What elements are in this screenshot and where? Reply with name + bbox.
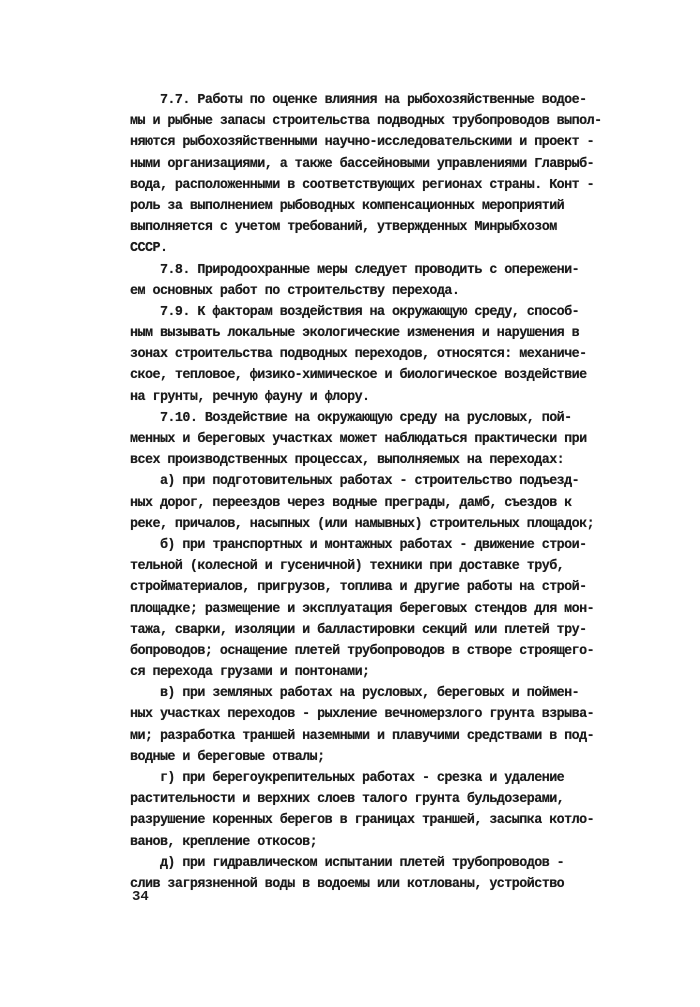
text-line: разрушение коренных берегов в границах траншей, засыпка котло-: [130, 813, 595, 829]
page-number: 34: [132, 889, 149, 905]
text-line: водные и береговые отвалы;: [130, 749, 325, 765]
text-line: б) при транспортных и монтажных работах - движение строи-: [130, 537, 587, 553]
text-line: 7.8. Природоохранные меры следует проводить с опережени-: [130, 262, 580, 278]
text-line: 7.7. Работы по оценке влияния на рыбохозяйственные водое-: [130, 93, 587, 108]
text-line: ми; разработка траншей наземными и плавучими средствами в под-: [130, 728, 595, 744]
text-line: выполняется с учетом требований, утвержденных Минрыбхозом: [130, 220, 557, 236]
text-line: ных дорог, переездов через водные преграды, дамб, съездов к: [130, 495, 572, 511]
text-line: ными организациями, а также бассейновыми управлениями Главрыб-: [130, 156, 595, 172]
text-line: тажа, сварки, изоляции и балластировки секций или плетей тру-: [130, 622, 587, 638]
text-line: ское, тепловое, физико-химическое и биологическое воздействие: [130, 368, 587, 384]
text-line: ся перехода грузами и понтонами;: [130, 665, 370, 681]
document-body: [130, 90, 660, 895]
text-line: ванов, крепление откосов;: [130, 834, 318, 850]
text-line: а) при подготовительных работах - строительство подъезд-: [130, 474, 580, 490]
text-line: мы и рыбные запасы строительства подводных трубопроводов выпол-: [130, 114, 602, 130]
text-line: ем основных работ по строительству перехода.: [130, 283, 460, 299]
text-line: реке, причалов, насыпных (или намывных) строительных площадок;: [130, 516, 595, 532]
text-line: тельной (колесной и гусеничной) техники при доставке труб,: [130, 559, 565, 575]
text-line: СССР.: [130, 241, 168, 257]
text-line: роль за выполнением рыбоводных компенсационных мероприятий: [130, 198, 565, 214]
text-line: г) при берегоукрепительных работах - срезка и удаление: [130, 771, 565, 786]
text-line: ных участках переходов - рыхление вечномерзлого грунта взрыва-: [130, 707, 595, 723]
text-line: менных и береговых участках может наблюдаться практически при: [130, 432, 587, 447]
text-line: стройматериалов, пригрузов, топлива и другие работы на строй-: [130, 580, 587, 596]
text-line: ным вызывать локальные экологические изменения и нарушения в: [130, 326, 580, 342]
text-line: вода, расположенными в соответствующих регионах страны. Конт -: [130, 177, 595, 193]
text-line: д) при гидравлическом испытании плетей трубопроводов -: [130, 855, 565, 871]
text-line: площадке; размещение и эксплуатация береговых стендов для мон-: [130, 601, 595, 617]
text-line: 7.10. Воздействие на окружающую среду на русловых, пой-: [130, 410, 572, 426]
text-line: бопроводов; оснащение плетей трубопроводов в створе строящего-: [130, 643, 595, 659]
text-line: няются рыбохозяйственными научно-исследовательскими и проект -: [130, 135, 595, 151]
text-line: слив загрязненной воды в водоемы или котлованы, устройство: [130, 876, 565, 892]
text-line: всех производственных процессах, выполняемых на переходах:: [130, 453, 565, 469]
text-line: 7.9. К факторам воздействия на окружающую среду, способ-: [130, 304, 580, 320]
text-line: растительности и верхних слоев талого грунта бульдозерами,: [130, 792, 565, 808]
text-line: в) при земляных работах на русловых, береговых и поймен-: [130, 686, 580, 702]
text-line: зонах строительства подводных переходов, относятся: механиче-: [130, 347, 587, 363]
text-line: на грунты, речную фауну и флору.: [130, 389, 370, 405]
